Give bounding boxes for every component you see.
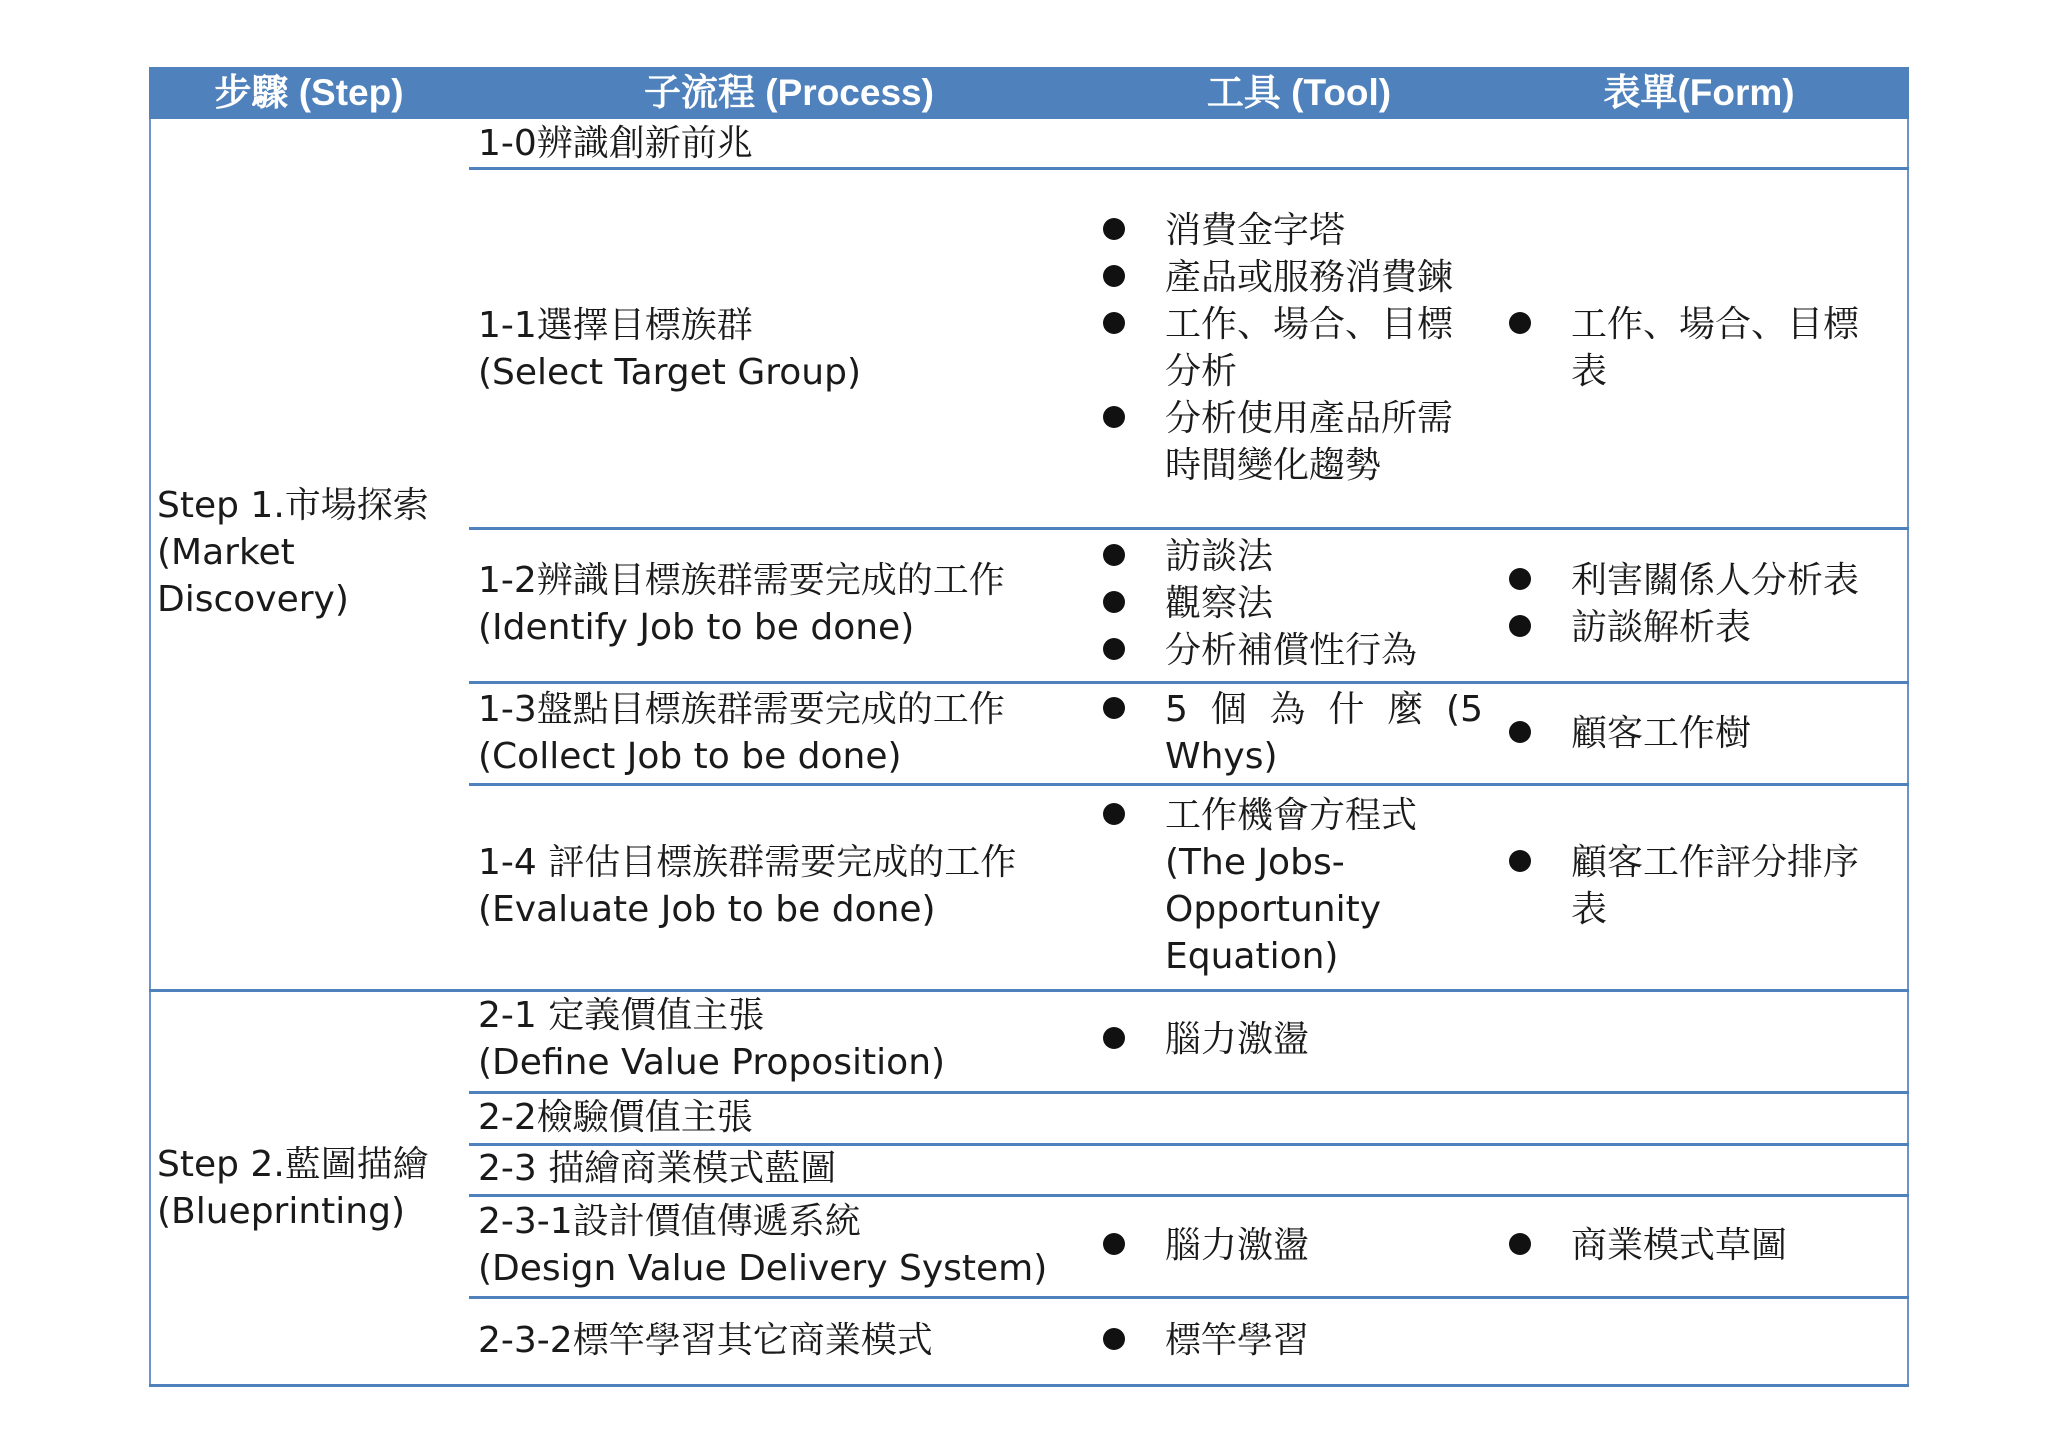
- bullet-icon: [1103, 254, 1165, 301]
- process-1-0: 1-0辨識創新前兆: [478, 123, 753, 164]
- form-item: 商業模式草圖: [1509, 1222, 1787, 1269]
- tool-item: 消費金字塔: [1103, 207, 1345, 254]
- process-2-3-2: 2-3-2標竿學習其它商業模式: [478, 1320, 933, 1361]
- process-2-1: 2-1 定義價值主張 (Define Value Proposition): [478, 995, 946, 1083]
- bullet-icon: [1103, 792, 1165, 980]
- bullet-icon: [1103, 627, 1165, 674]
- bullet-icon: [1509, 839, 1571, 933]
- tool-item: 訪談法: [1103, 533, 1273, 580]
- form-item: 工作、場合、目標 表: [1509, 301, 1859, 395]
- form-item: 顧客工作評分排序 表: [1509, 839, 1859, 933]
- bullet-icon: [1509, 604, 1571, 651]
- tool-item: 工作機會方程式 (The Jobs- Opportunity Equation): [1103, 792, 1417, 980]
- bullet-icon: [1509, 557, 1571, 604]
- process-1-3: 1-3盤點目標族群需要完成的工作 (Collect Job to be done): [478, 689, 1005, 777]
- header-tool: 工具 (Tool): [1206, 72, 1392, 113]
- process-1-4: 1-4 評估目標族群需要完成的工作 (Evaluate Job to be done): [478, 842, 1017, 930]
- row-divider: [469, 527, 1909, 530]
- table-border-left: [149, 119, 151, 1387]
- tool-item: 標竿學習: [1103, 1317, 1309, 1364]
- row-divider: [469, 783, 1909, 786]
- tool-item: 產品或服務消費鍊: [1103, 254, 1453, 301]
- bullet-icon: [1509, 1222, 1571, 1269]
- process-2-2: 2-2檢驗價值主張: [478, 1097, 753, 1138]
- step1-label: Step 1.市場探索 (Market Discovery): [157, 485, 429, 620]
- step2-label: Step 2.藍圖描繪 (Blueprinting): [157, 1144, 429, 1232]
- process-table: [149, 67, 1909, 1387]
- header-form: 表單(Form): [1603, 72, 1795, 113]
- bullet-icon: [1103, 395, 1165, 489]
- tool-item: 腦力激盪: [1103, 1016, 1309, 1063]
- form-item: 訪談解析表: [1509, 604, 1751, 651]
- bullet-icon: [1103, 207, 1165, 254]
- bullet-icon: [1103, 686, 1165, 780]
- tool-item: 分析補償性行為: [1103, 627, 1417, 674]
- tool-item: 腦力激盪: [1103, 1222, 1309, 1269]
- process-1-2: 1-2辨識目標族群需要完成的工作 (Identify Job to be done): [478, 560, 1005, 648]
- row-divider: [469, 681, 1909, 684]
- row-divider: [469, 1194, 1909, 1197]
- tool-item: 分析使用產品所需 時間變化趨勢: [1103, 395, 1453, 489]
- bullet-icon: [1103, 533, 1165, 580]
- process-2-3: 2-3 描繪商業模式藍圖: [478, 1148, 837, 1189]
- form-item: 顧客工作樹: [1509, 710, 1751, 757]
- bullet-icon: [1103, 580, 1165, 627]
- header-process: 子流程 (Process): [644, 72, 934, 113]
- table-border-bottom: [149, 1384, 1909, 1387]
- form-item: 利害關係人分析表: [1509, 557, 1859, 604]
- bullet-icon: [1103, 1016, 1165, 1063]
- bullet-icon: [1103, 1317, 1165, 1364]
- tool-item: 觀察法: [1103, 580, 1273, 627]
- process-2-3-1: 2-3-1設計價值傳遞系統 (Design Value Delivery System): [478, 1201, 1048, 1289]
- header-step: 步驟 (Step): [214, 72, 404, 113]
- bullet-icon: [1509, 301, 1571, 395]
- tool-item: 工作、場合、目標 分析: [1103, 301, 1453, 395]
- row-divider: [469, 167, 1909, 170]
- step-divider: [149, 989, 1909, 992]
- bullet-icon: [1103, 1222, 1165, 1269]
- tool-item: 5 個 為 什 麼 (5 Whys): [1103, 686, 1483, 780]
- bullet-icon: [1509, 710, 1571, 757]
- process-1-1: 1-1選擇目標族群 (Select Target Group): [478, 305, 862, 393]
- row-divider: [469, 1296, 1909, 1299]
- bullet-icon: [1103, 301, 1165, 395]
